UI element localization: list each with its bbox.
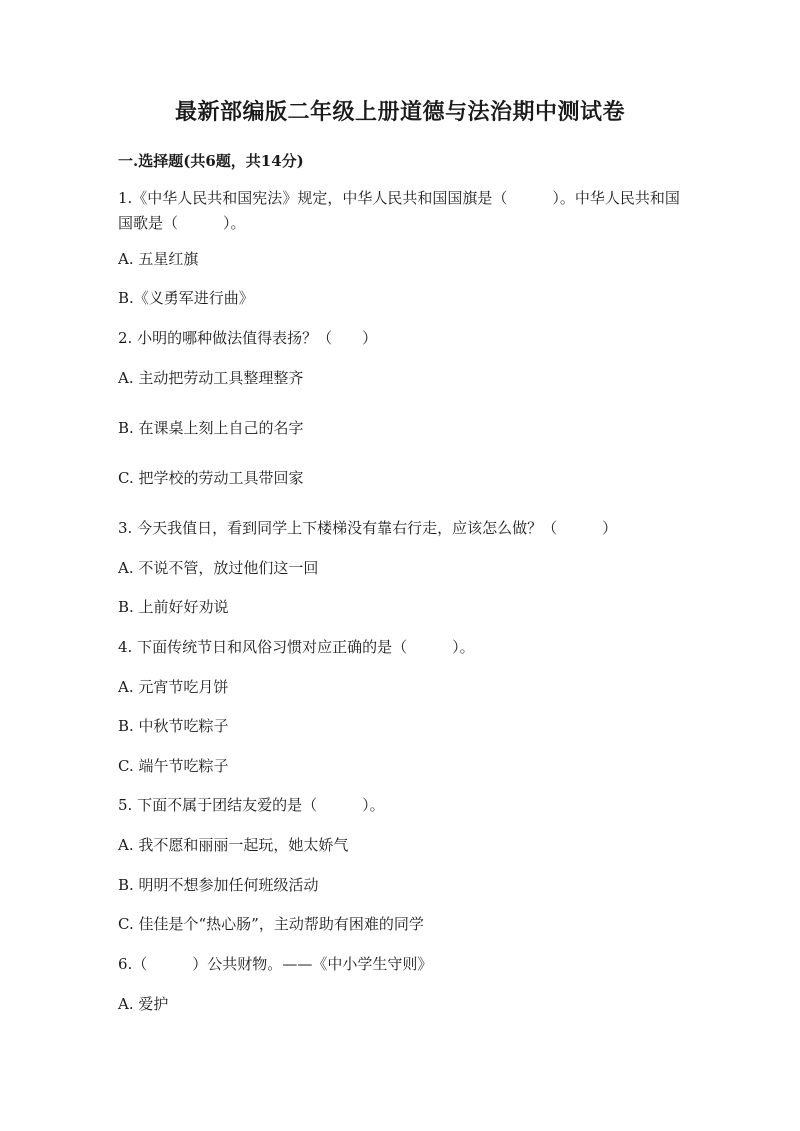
question-2-option-a: A. 主动把劳动工具整理整齐	[118, 369, 304, 387]
exam-title: 最新部编版二年级上册道德与法治期中测试卷	[174, 99, 625, 125]
question-1-option-a: A. 五星红旗	[118, 250, 199, 268]
question-5-option-b: B. 明明不想参加任何班级活动	[118, 876, 319, 894]
question-6-option-a: A. 爱护	[118, 995, 169, 1013]
question-1-option-b: B.《义勇军进行曲》	[118, 289, 254, 307]
question-5-option-a: A. 我不愿和丽丽一起玩，她太娇气	[118, 836, 349, 854]
question-4-option-c: C. 端午节吃粽子	[118, 757, 229, 775]
question-4-stem: 4. 下面传统节日和风俗习惯对应正确的是（ ）。	[118, 638, 475, 656]
question-5-option-c: C. 佳佳是个“热心肠”，主动帮助有困难的同学	[118, 915, 424, 933]
question-3-stem: 3. 今天我值日，看到同学上下楼梯没有靠右行走，应该怎么做？（ ）	[118, 519, 618, 537]
question-5-stem: 5. 下面不属于团结友爱的是（ ）。	[118, 796, 385, 814]
section-heading: 一.选择题(共6题，共14分)	[118, 152, 304, 170]
question-2-option-b: B. 在课桌上刻上自己的名字	[118, 419, 304, 437]
question-3-option-b: B. 上前好好劝说	[118, 598, 229, 616]
question-4-option-a: A. 元宵节吃月饼	[118, 678, 229, 696]
question-2-option-c: C. 把学校的劳动工具带回家	[118, 469, 304, 487]
question-4-option-b: B. 中秋节吃粽子	[118, 717, 229, 735]
question-3-option-a: A. 不说不管，放过他们这一回	[118, 559, 319, 577]
question-1-stem: 1.《中华人民共和国宪法》规定，中华人民共和国国旗是（ ）。中华人民共和国国歌是（ ）。	[118, 189, 680, 232]
question-6-stem: 6.（ ）公共财物。——《中小学生守则》	[118, 955, 433, 973]
question-2-stem: 2. 小明的哪种做法值得表扬？（ ）	[118, 329, 378, 347]
